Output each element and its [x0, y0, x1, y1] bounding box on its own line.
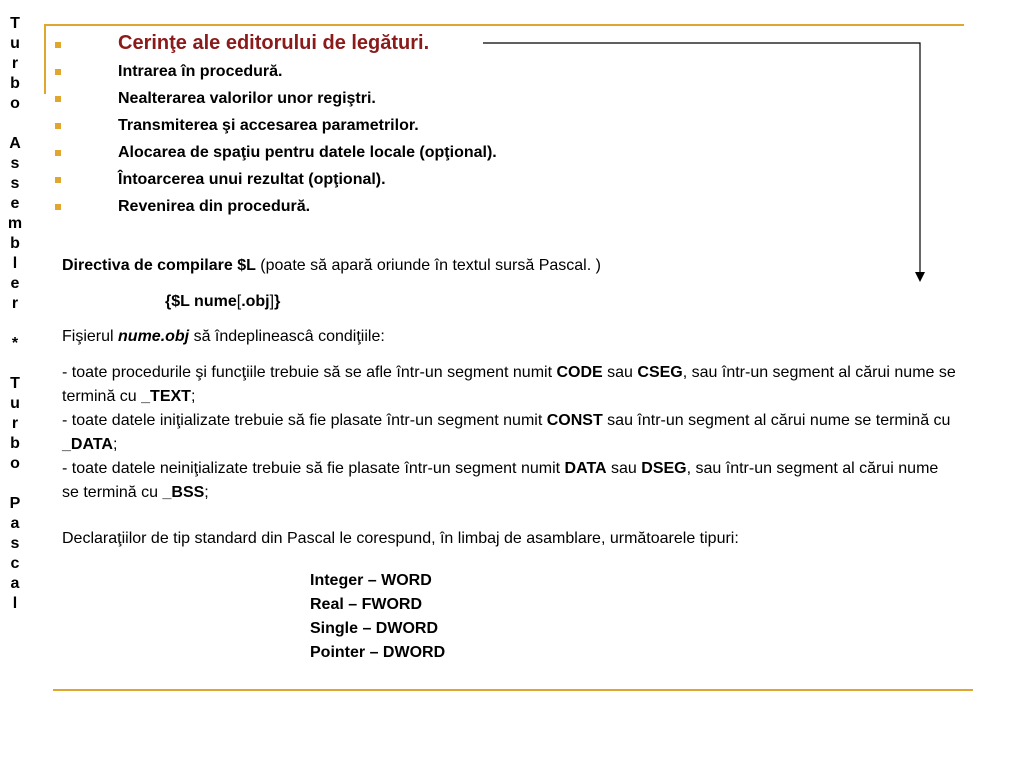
title-letter: u — [10, 395, 20, 412]
bullet-square-icon — [55, 69, 61, 75]
type-mapping: Pointer – DWORD — [310, 644, 446, 661]
segment-name: DSEG — [641, 460, 687, 477]
title-letter: r — [11, 295, 19, 312]
title-letter: A — [9, 135, 21, 152]
condition-text: , sau într-un segment al cărui nume se termină cu — [62, 364, 956, 405]
title-letter: a — [10, 575, 20, 592]
type-mapping-list — [310, 569, 445, 665]
title-letter: s — [10, 155, 20, 172]
file-line — [62, 325, 962, 349]
list-item-text: Cerinţe ale editorului de legături. — [118, 32, 430, 54]
title-letter: l — [12, 595, 18, 612]
condition-text: ; — [190, 388, 196, 405]
condition-text: ; — [204, 484, 209, 501]
bullet-square-icon — [55, 42, 61, 48]
title-letter: b — [10, 435, 20, 452]
directive-line — [62, 254, 962, 278]
syntax-part: } — [274, 293, 281, 310]
title-letter: r — [11, 415, 19, 432]
requirements-list — [54, 30, 497, 220]
title-letter: c — [10, 555, 20, 572]
title-letter: T — [10, 15, 20, 32]
syntax-part: .obj — [241, 293, 270, 310]
file-line-prefix: Fişierul — [62, 328, 119, 345]
directive-label: Directiva de compilare $L — [62, 257, 256, 274]
declarations-intro: Declaraţiilor de tip standard din Pascal le corespund, în limbaj de asamblare, următoarele tipuri: — [62, 530, 739, 547]
syntax-part: {$L nume — [165, 293, 237, 310]
segment-name: DATA — [564, 460, 607, 477]
condition-text: sau într-un segment al cărui nume se termină cu — [602, 412, 951, 429]
list-item-text: Întoarcerea unui rezultat (opţional). — [118, 171, 386, 188]
bullet-square-icon — [55, 177, 61, 183]
condition-text: - toate datele iniţializate trebuie să fie plasate într-un segment numit — [62, 412, 547, 429]
type-mapping: Single – DWORD — [310, 620, 439, 637]
list-item — [54, 139, 497, 166]
segment-name: CSEG — [637, 364, 683, 381]
list-item — [54, 193, 497, 220]
title-letter: e — [10, 195, 20, 212]
title-letter: o — [10, 455, 20, 472]
syntax-part: [ — [236, 293, 242, 310]
list-item — [54, 112, 497, 139]
list-item — [54, 30, 497, 58]
title-letter: * — [11, 335, 19, 352]
segment-name: _BSS — [162, 484, 205, 501]
title-letter: b — [10, 235, 20, 252]
bullet-square-icon — [55, 96, 61, 102]
condition-text: , sau într-un segment al cărui nume se termină cu — [62, 460, 939, 501]
list-item-text: Intrarea în procedură. — [118, 63, 283, 80]
title-letter: s — [10, 175, 20, 192]
title-letter: b — [10, 75, 20, 92]
list-item-text: Transmiterea şi accesarea parametrilor. — [118, 117, 419, 134]
list-item-text: Alocarea de spaţiu pentru datele locale (opţional). — [118, 144, 497, 161]
title-letter: o — [10, 95, 20, 112]
bullet-square-icon — [55, 123, 61, 129]
title-letter: u — [10, 35, 20, 52]
condition-text: ; — [112, 436, 118, 453]
bullet-square-icon — [55, 150, 61, 156]
directive-note: (poate să apară oriunde în textul sursă Pascal. ) — [255, 257, 601, 274]
bullet-square-icon — [55, 204, 61, 210]
condition-text: - toate procedurile şi funcţiile trebuie să se afle într-un segment numit — [62, 364, 557, 381]
list-item-text: Nealterarea valorilor unor regiştri. — [118, 90, 376, 107]
list-item — [54, 85, 497, 112]
segment-name: CONST — [546, 412, 603, 429]
title-letter: e — [10, 275, 20, 292]
list-item-text: Revenirea din procedură. — [118, 198, 311, 215]
file-name: nume.obj — [118, 328, 190, 345]
title-letter: l — [12, 255, 18, 272]
title-letter: P — [9, 495, 21, 512]
condition-text: sau — [606, 460, 642, 477]
syntax-part: ] — [269, 293, 275, 310]
title-letter: s — [10, 535, 20, 552]
segment-name: _TEXT — [141, 388, 191, 405]
title-letter: T — [10, 375, 20, 392]
segment-name: CODE — [556, 364, 603, 381]
directive-syntax — [165, 290, 465, 314]
title-letter: r — [11, 55, 19, 72]
condition-text: - toate datele neiniţializate trebuie să fie plasate într-un segment numit — [62, 460, 565, 477]
list-item — [54, 166, 497, 193]
segment-name: _DATA — [62, 436, 113, 453]
condition-text: sau — [602, 364, 638, 381]
list-item — [54, 58, 497, 85]
conditions-block — [62, 361, 957, 505]
type-mapping: Integer – WORD — [310, 572, 432, 589]
title-letter: m — [7, 215, 23, 232]
type-mapping: Real – FWORD — [310, 596, 423, 613]
file-line-suffix: să îndeplineascâ condiţiile: — [189, 328, 385, 345]
title-letter: a — [10, 515, 20, 532]
